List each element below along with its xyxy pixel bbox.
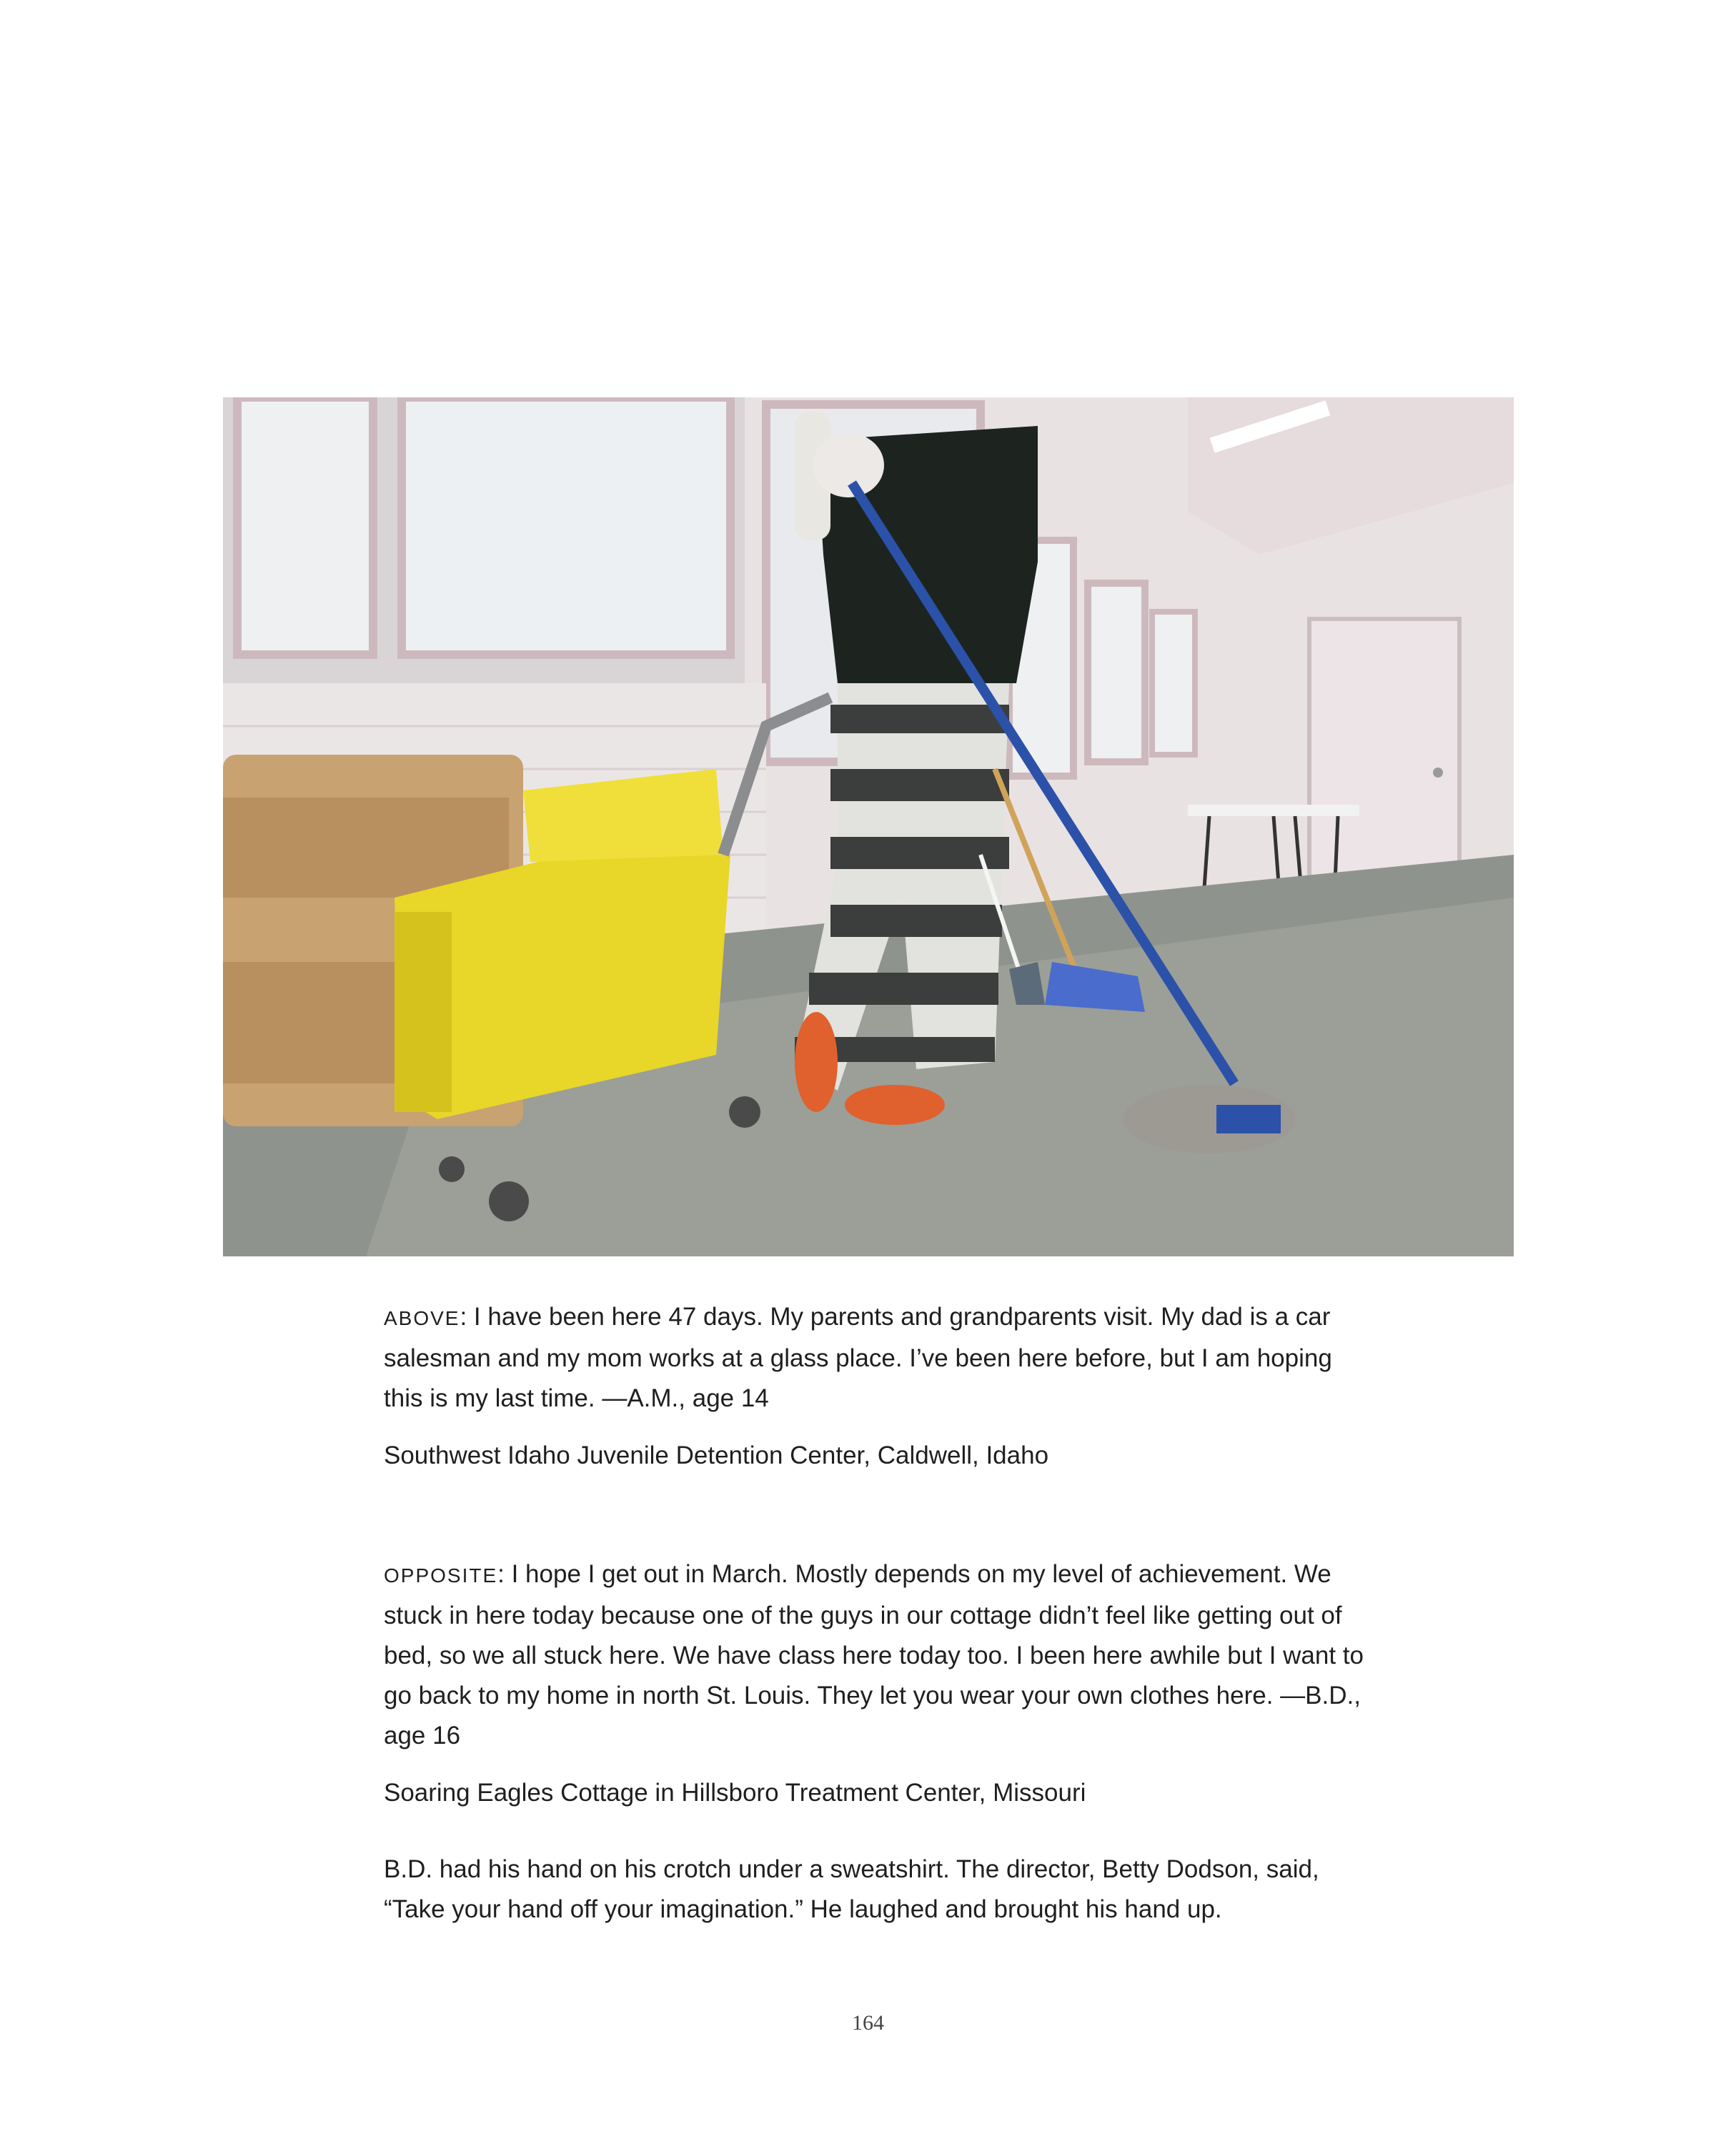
photo-illustration [223, 397, 1514, 1256]
above-lead: ABOVE [384, 1307, 460, 1329]
photograph [223, 397, 1514, 1256]
above-caption [384, 1297, 1370, 1476]
opposite-place: Soaring Eagles Cottage in Hillsboro Treatment Center, Missouri [384, 1779, 1086, 1807]
page-number: 164 [852, 2011, 884, 2035]
opposite-quote-text: : I hope I get out in March. Mostly depends on my level of achievement. We stuck in here today because one of the guys in our cottage didn’t feel like getting out of bed, so we all stuck here. We have class here today too. I been here awhile but I want to go back to my home in north St. Louis. They let you wear your own clothes here. —B.D., age 16 [384, 1560, 1364, 1750]
above-place: Southwest Idaho Juvenile Detention Center, Caldwell, Idaho [384, 1441, 1049, 1469]
opposite-quote [384, 1554, 1370, 1756]
opposite-note [384, 1850, 1370, 1930]
note-text: B.D. had his hand on his crotch under a sweatshirt. The director, Betty Dodson, said, “Take your hand off your imagination.” He laughed and brought his hand up. [384, 1855, 1319, 1923]
above-quote-text: : I have been here 47 days. My parents and grandparents visit. My dad is a car salesman and my mom works at a glass place. I’ve been here before, but I am hoping this is my last time. —A.M., age 14 [384, 1303, 1332, 1412]
opposite-caption [384, 1554, 1370, 1813]
above-quote [384, 1297, 1370, 1419]
opposite-lead: OPPOSITE [384, 1564, 498, 1587]
